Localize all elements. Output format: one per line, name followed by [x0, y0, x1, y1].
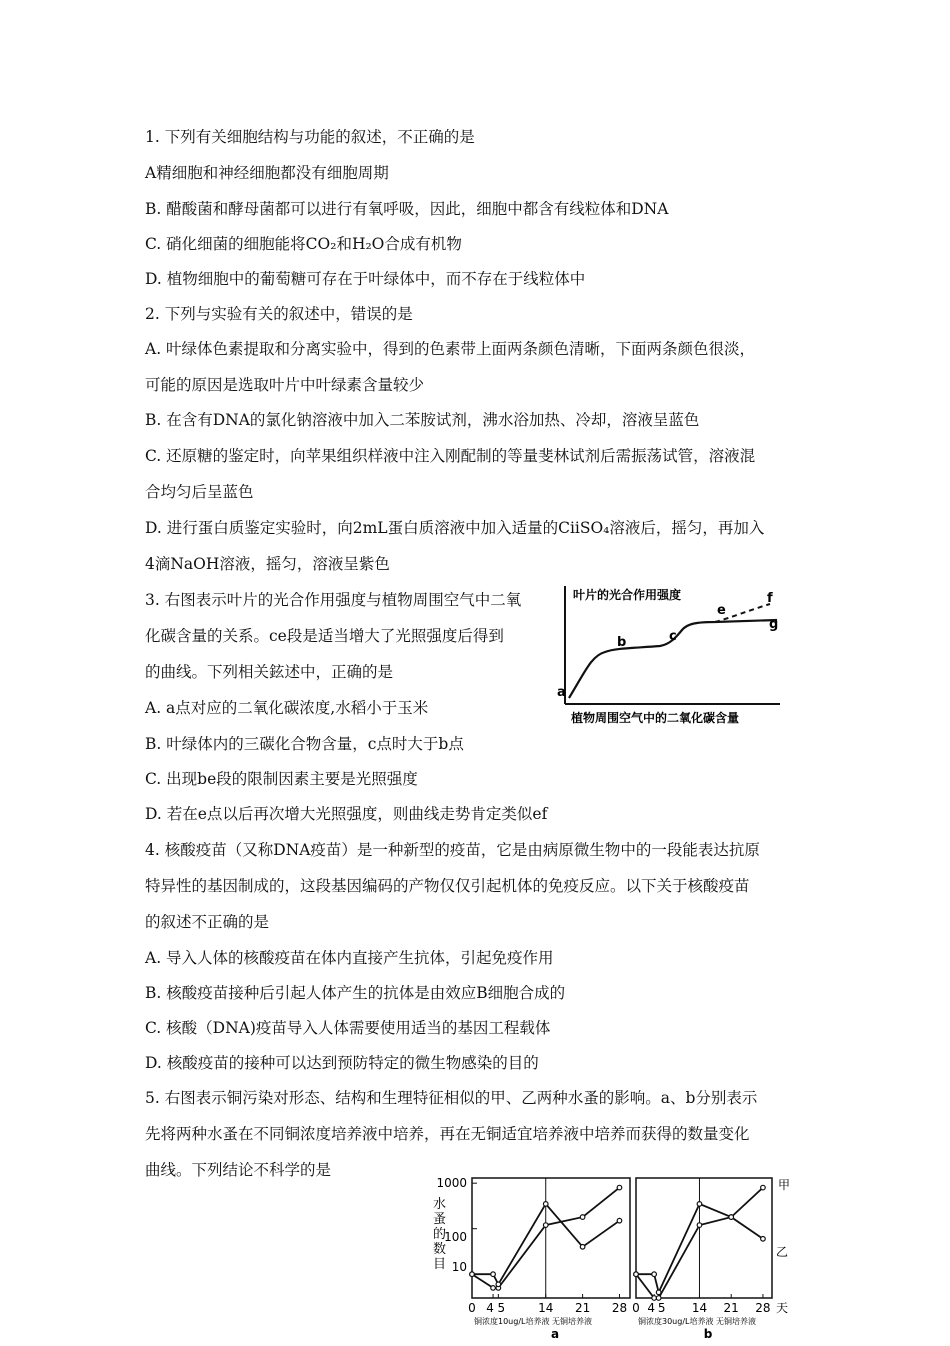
q3-point-f: f [767, 591, 773, 606]
q4-option-b: B. 核酸疫苗接种后引起人体产生的抗体是由效应B细胞合成的 [145, 984, 566, 1002]
q3-stem: 3. 右图表示叶片的光合作用强度与植物周围空气中二氧 [145, 591, 522, 609]
q5-ytick-1000: 1000 [436, 1176, 467, 1190]
q5-a-series-yi-point [543, 1202, 548, 1207]
q5-ylabel-char-5: 目 [433, 1257, 447, 1272]
q5-b-series-yi-point [634, 1272, 639, 1277]
q2-option-c-cont: 合均匀后呈蓝色 [145, 483, 254, 501]
q1-stem: 1. 下列有关细胞结构与功能的叙述，不正确的是 [145, 128, 475, 146]
q5-water-flea-chart [425, 1160, 800, 1342]
q4-option-d: D. 核酸疫苗的接种可以达到预防特定的微生物感染的目的 [145, 1054, 539, 1072]
q3-point-e: e [717, 603, 726, 618]
q1-option-c: C. 硝化细菌的细胞能将CO₂和H₂O合成有机物 [145, 235, 462, 253]
q5-a-series-yi-point [580, 1245, 585, 1250]
q5-a-culture-note: 铜浓度10ug/L培养液 无铜培养液 [474, 1317, 593, 1326]
q5-b-series-yi-point [761, 1236, 766, 1241]
q5-ylabel-char-2: 蚤 [433, 1212, 447, 1227]
q3-stem-cont1: 化碳含量的关系。ce段是适当增大了光照强度后得到 [145, 627, 504, 645]
q5-a-series-jia-point [580, 1215, 585, 1220]
q1-option-d: D. 植物细胞中的葡萄糖可存在于叶绿体中，而不存在于线粒体中 [145, 270, 586, 288]
q5-ylabel-char-4: 数 [433, 1242, 447, 1257]
q5-legend-jia: 甲 [778, 1178, 791, 1192]
q5-panel-b [632, 1178, 791, 1341]
q4-stem: 4. 核酸疫苗（又称DNA疫苗）是一种新型的疫苗，它是由病原微生物中的一段能表达抗原 [145, 841, 760, 859]
q5-stem-cont2: 曲线。下列结论不科学的是 [145, 1161, 332, 1179]
q3-point-a: a [557, 685, 566, 700]
q5-a-panel-label: a [550, 1327, 560, 1341]
q4-option-a: A. 导入人体的核酸疫苗在体内直接产生抗体，引起免疫作用 [145, 949, 554, 967]
q1-option-a: A精细胞和神经细胞都没有细胞周期 [145, 164, 389, 182]
q3-point-b: b [617, 635, 627, 650]
q5-b-series-jia-point [761, 1185, 766, 1190]
q5-b-series-jia-point [656, 1296, 661, 1301]
q3-ylabel: 叶片的光合作用强度 [573, 588, 682, 602]
q5-a-series-jia-point [617, 1185, 622, 1190]
q3-xlabel: 植物周围空气中的二氧化碳含量 [571, 711, 740, 725]
q5-a-xtick-label: 28 [611, 1301, 628, 1315]
q2-option-d-cont: 4滴NaOH溶液，摇匀，溶液呈紫色 [145, 555, 390, 573]
q2-option-c: C. 还原糖的鉴定时，向苹果组织样液中注入刚配制的等量斐林试剂后需振荡试管，溶液混 [145, 447, 756, 465]
q3-point-g: g [769, 617, 779, 632]
q5-a-xtick-label: 14 [538, 1301, 554, 1315]
q5-b-series-yi-point [697, 1202, 702, 1207]
q5-b-series-jia-point [652, 1296, 657, 1301]
q5-legend-yi: 乙 [776, 1245, 789, 1259]
q5-ytick-10: 10 [451, 1260, 467, 1274]
q5-ylabel-char-3: 的 [433, 1227, 447, 1242]
q4-stem-cont1: 特异性的基因制成的，这段基因编码的产物仅仅引起机体的免疫反应。以下关于核酸疫苗 [145, 877, 750, 895]
q5-figure [425, 1160, 800, 1346]
q5-a-xtick-label: 0 [468, 1301, 476, 1315]
q5-b-xtick-label: 21 [723, 1301, 739, 1315]
q5-a-series-jia-point [491, 1286, 496, 1291]
q5-b-series-jia-point [697, 1223, 702, 1228]
q5-a-series-yi-point [491, 1272, 496, 1277]
q2-option-d: D. 进行蛋白质鉴定实验时，向2mL蛋白质溶液中加入适量的CiiSO₄溶液后，摇匀，再加入 [145, 519, 765, 537]
q5-b-xtick-label: 0 [632, 1301, 640, 1315]
q3-point-c: c [669, 629, 677, 644]
q2-option-a: A. 叶绿体色素提取和分离实验中，得到的色素带上面两条颜色清晰，下面两条颜色很淡， [145, 340, 756, 358]
q2-option-a-cont: 可能的原因是选取叶片中叶绿素含量较少 [145, 376, 425, 394]
q5-a-xtick-label: 4 [486, 1301, 494, 1315]
q5-b-xtick-label: 28 [755, 1301, 771, 1315]
q5-b-xtick-label: 14 [691, 1301, 708, 1315]
q5-b-panel-label: b [703, 1327, 713, 1341]
q5-a-series-jia-point [543, 1223, 548, 1228]
q2-stem: 2. 下列与实验有关的叙述中，错误的是 [145, 305, 413, 323]
q5-x-unit: 天 [776, 1301, 789, 1315]
q1-option-b: B. 醋酸菌和酵母菌都可以进行有氧呼吸，因此，细胞中都含有线粒体和DNA [145, 200, 669, 218]
q5-stem-cont1: 先将两种水蚤在不同铜浓度培养液中培养，再在无铜适宜培养液中培养而获得的数量变化 [145, 1125, 750, 1143]
q5-b-culture-note: 铜浓度30ug/L培养液 无铜培养液 [638, 1317, 757, 1326]
q5-a-series-yi-point [496, 1282, 501, 1287]
q3-stem-cont2: 的曲线。下列相关鉉述中，正确的是 [145, 663, 394, 681]
q5-b-series-yi-point [656, 1290, 661, 1295]
q3-figure [555, 580, 785, 734]
q5-panel-a [468, 1178, 630, 1341]
q5-a-xtick-label: 21 [574, 1301, 591, 1315]
q5-b-series-yi-point [729, 1215, 734, 1220]
q3-option-b: B. 叶绿体内的三碳化合物含量，c点时大于b点 [145, 735, 464, 753]
q5-b-xtick-label: 5 [657, 1301, 666, 1315]
q3-option-a: A. a点对应的二氧化碳浓度,水稻小于玉米 [145, 699, 429, 717]
q3-option-d: D. 若在e点以后再次增大光照强度，则曲线走势肯定类似ef [145, 805, 548, 823]
q4-option-c: C. 核酸（DNA)疫苗导入人体需要使用适当的基因工程载体 [145, 1019, 551, 1037]
q3-option-c: C. 出现be段的限制因素主要是光照强度 [145, 770, 418, 788]
q5-ylabel-char-1: 水 [433, 1197, 447, 1212]
q5-b-xtick-label: 4 [647, 1301, 655, 1315]
q5-stem: 5. 右图表示铜污染对形态、结构和生理特征相似的甲、乙两种水蚤的影响。a、b分别表示 [145, 1089, 758, 1107]
q2-option-b: B. 在含有DNA的氯化钠溶液中加入二苯胺试剂，沸水浴加热、冷却，溶液呈蓝色 [145, 411, 700, 429]
q5-a-series-yi-point [617, 1218, 622, 1223]
q5-ytick-100: 100 [444, 1230, 467, 1244]
q3-photosynthesis-chart [555, 580, 785, 730]
q5-a-xtick-label: 5 [497, 1301, 506, 1315]
q4-stem-cont2: 的叙述不正确的是 [145, 913, 270, 931]
q5-a-series-yi-point [470, 1272, 475, 1277]
q5-b-series-yi-point [652, 1272, 657, 1277]
